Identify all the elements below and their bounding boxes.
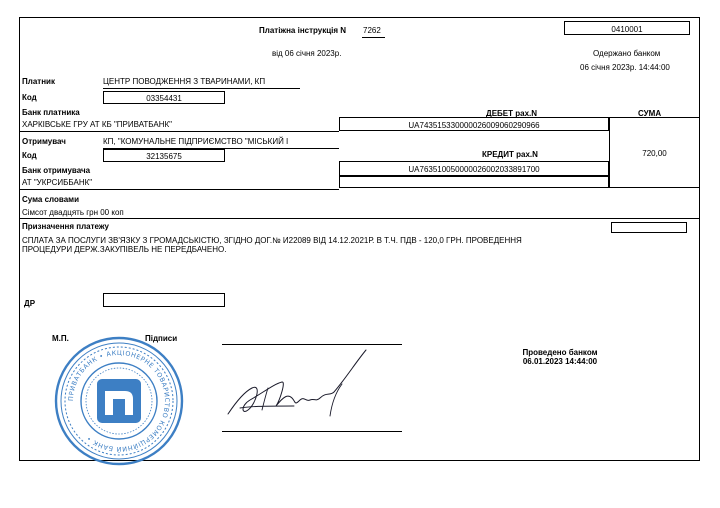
payer-name-underline — [103, 88, 300, 89]
amount-words-label: Сума словами — [22, 195, 80, 204]
purpose-line-2: ПРОЦЕДУРИ ДЕРЖ.ЗАКУПІВЕЛЬ НЕ ПЕРЕДБАЧЕНО. — [22, 245, 227, 254]
recipient-name: КП, "КОМУНАЛЬНЕ ПІДПРИЄМСТВО "МІСЬКИЙ І — [103, 137, 289, 146]
payer-code-box — [103, 91, 225, 104]
payer-code: 03354431 — [146, 94, 182, 103]
signatures-label: Підписи — [145, 334, 178, 343]
sum-value: 720,00 — [642, 149, 667, 158]
received-date: 06 січня 2023р. 14:44:00 — [580, 63, 670, 72]
payer-code-label: Код — [22, 93, 37, 102]
payer-bank-underline — [19, 131, 339, 132]
recipient-code-label: Код — [22, 151, 37, 160]
recipient-bank: АТ "УКРСИББАНК" — [22, 178, 93, 187]
recipient-code-box — [103, 149, 225, 162]
debit-account: UA743515330000026009060290966 — [408, 121, 540, 130]
purpose-aux-box — [611, 222, 687, 233]
amount-words: Сімсот двадцять грн 00 коп — [22, 208, 124, 217]
recipient-bank-label: Банк отримувача — [22, 166, 91, 175]
bank-stamp-image — [53, 335, 185, 467]
purpose-line-1: СПЛАТА ЗА ПОСЛУГИ ЗВ'ЯЗКУ З ГРОМАДСЬКІСТЮ, ЗГІДНО ДОГ.№ И22089 ВІД 14.12.2021Р. В Т.Ч. ПДВ - 120,0 ГРН. ПРОВЕДЕННЯ — [22, 236, 522, 245]
dr-label: ДР — [24, 299, 36, 308]
document-number: 7262 — [363, 26, 381, 35]
credit-account: UA763510050000026002033891700 — [408, 165, 540, 174]
debit-account-box — [339, 117, 609, 131]
svg-text:ПРИВАТБАНК • АКЦІОНЕРНЕ ТОВАРИ: ПРИВАТБАНК • АКЦІОНЕРНЕ ТОВАРИСТВО КОМЕРЦІЙНИЙ БАНК • — [66, 348, 172, 454]
stamp-label: М.П. — [52, 334, 69, 343]
credit-account-box — [339, 161, 609, 176]
document-code-box — [564, 21, 690, 35]
dr-box — [103, 293, 225, 307]
credit-label: КРЕДИТ рах.N — [482, 150, 538, 159]
document-date: від 06 січня 2023р. — [272, 49, 342, 58]
recipient-bank-underline — [19, 189, 339, 190]
document-title: Платіжна інструкція N — [259, 26, 347, 35]
document-code: 0410001 — [611, 25, 643, 34]
processed-label: Проведено банком — [522, 348, 598, 357]
recipient-code: 32135675 — [146, 152, 182, 161]
purpose-label: Призначення платежу — [22, 222, 110, 231]
debit-label: ДЕБЕТ рах.N — [486, 109, 538, 118]
sum-label: СУМА — [638, 109, 662, 118]
recipient-label: Отримувач — [22, 137, 66, 146]
payer-bank-label: Банк платника — [22, 108, 80, 117]
received-label: Одержано банком — [593, 49, 661, 58]
signature-image — [222, 344, 382, 430]
amount-words-underline — [19, 218, 700, 219]
signature-line-2 — [222, 431, 402, 432]
credit-extra-box — [339, 176, 609, 188]
payer-label: Платник — [22, 77, 55, 86]
processed-date: 06.01.2023 14:44:00 — [522, 357, 598, 366]
payer-bank: ХАРКІВСЬКЕ ГРУ АТ КБ "ПРИВАТБАНК" — [22, 120, 172, 129]
document-number-underline — [362, 37, 385, 38]
payer-name: ЦЕНТР ПОВОДЖЕННЯ З ТВАРИНАМИ, КП — [103, 77, 266, 86]
